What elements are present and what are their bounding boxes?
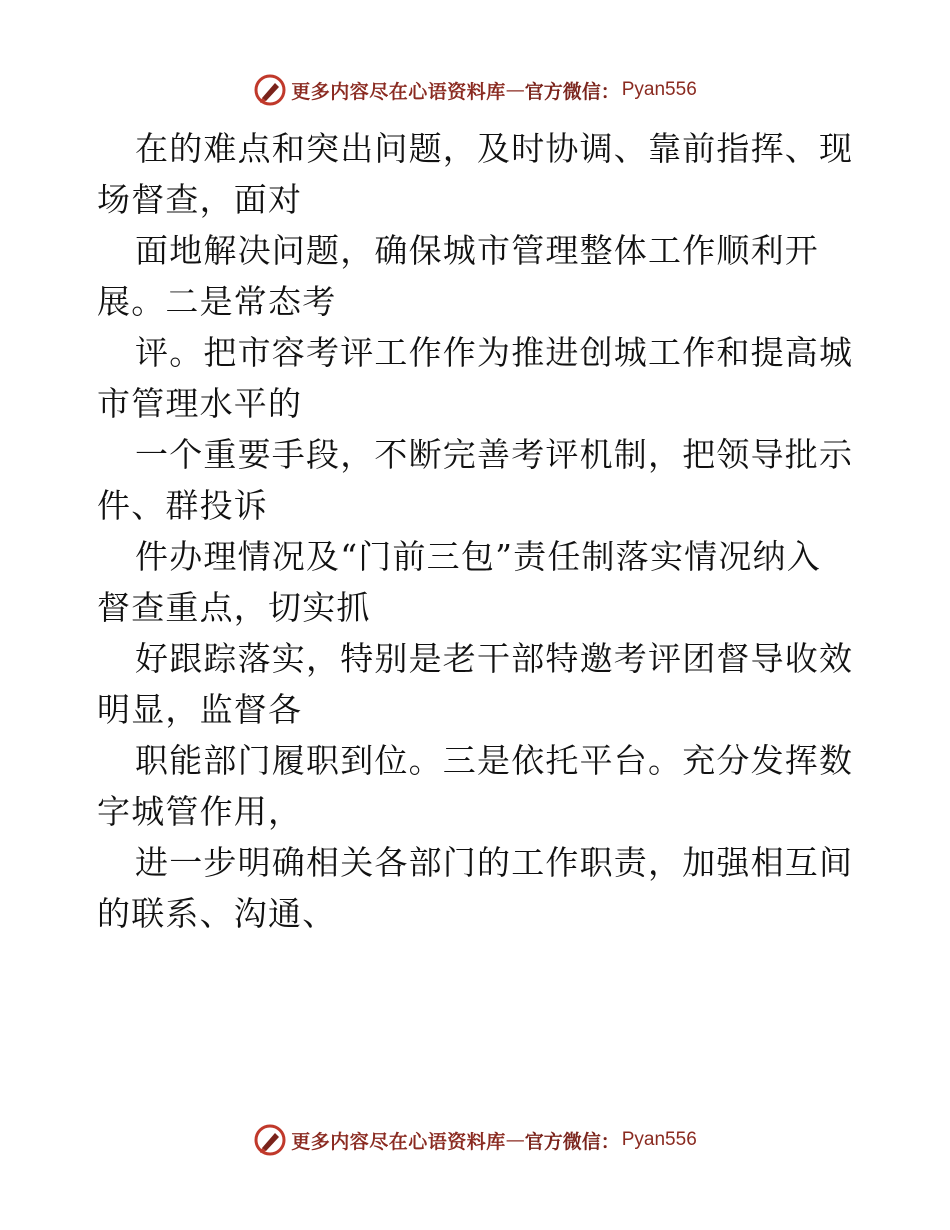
header-brand-text: 更多内容尽在心语资料库 [291,80,506,103]
body-line: 评。把市容考评工作作为推进创城工作和提高城 [135,333,854,372]
footer-wechat-label: 官方微信： [524,1130,620,1153]
footer-dash: — [505,1129,525,1151]
footer-brand-text: 更多内容尽在心语资料库 [291,1130,506,1153]
body-line: 明显，监督各 [97,690,303,729]
footer-banner [0,1120,950,1160]
body-line: 在的难点和突出问题，及时协调、靠前指挥、现 [135,129,854,168]
body-line: 市管理水平的 [97,384,303,423]
footer-wechat-id: Pyan556 [621,1129,697,1150]
body-line: 字城管作用， [97,792,303,831]
body-line: 的联系、沟通、 [97,894,337,933]
body-line: 展。二是常态考 [97,282,337,321]
header-wechat-label: 官方微信： [524,80,620,103]
document-body [97,123,857,939]
body-line: 督查重点，切实抓 [97,588,371,627]
header-dash: — [505,79,525,101]
pen-logo-icon [253,1123,287,1157]
body-line: 件办理情况及“门前三包”责任制落实情况纳入 [135,537,821,576]
header-wechat-id: Pyan556 [621,79,697,100]
pen-logo-icon [253,73,287,107]
body-line: 职能部门履职到位。三是依托平台。充分发挥数 [135,741,854,780]
body-line: 进一步明确相关各部门的工作职责，加强相互间 [135,843,854,882]
body-line: 件、群投诉 [97,486,268,525]
header-banner [0,70,950,110]
body-line: 一个重要手段，不断完善考评机制，把领导批示 [135,435,854,474]
body-line: 好跟踪落实，特别是老干部特邀考评团督导收效 [135,639,854,678]
body-line: 面地解决问题，确保城市管理整体工作顺利开 [135,231,819,270]
body-line: 场督查，面对 [97,180,303,219]
